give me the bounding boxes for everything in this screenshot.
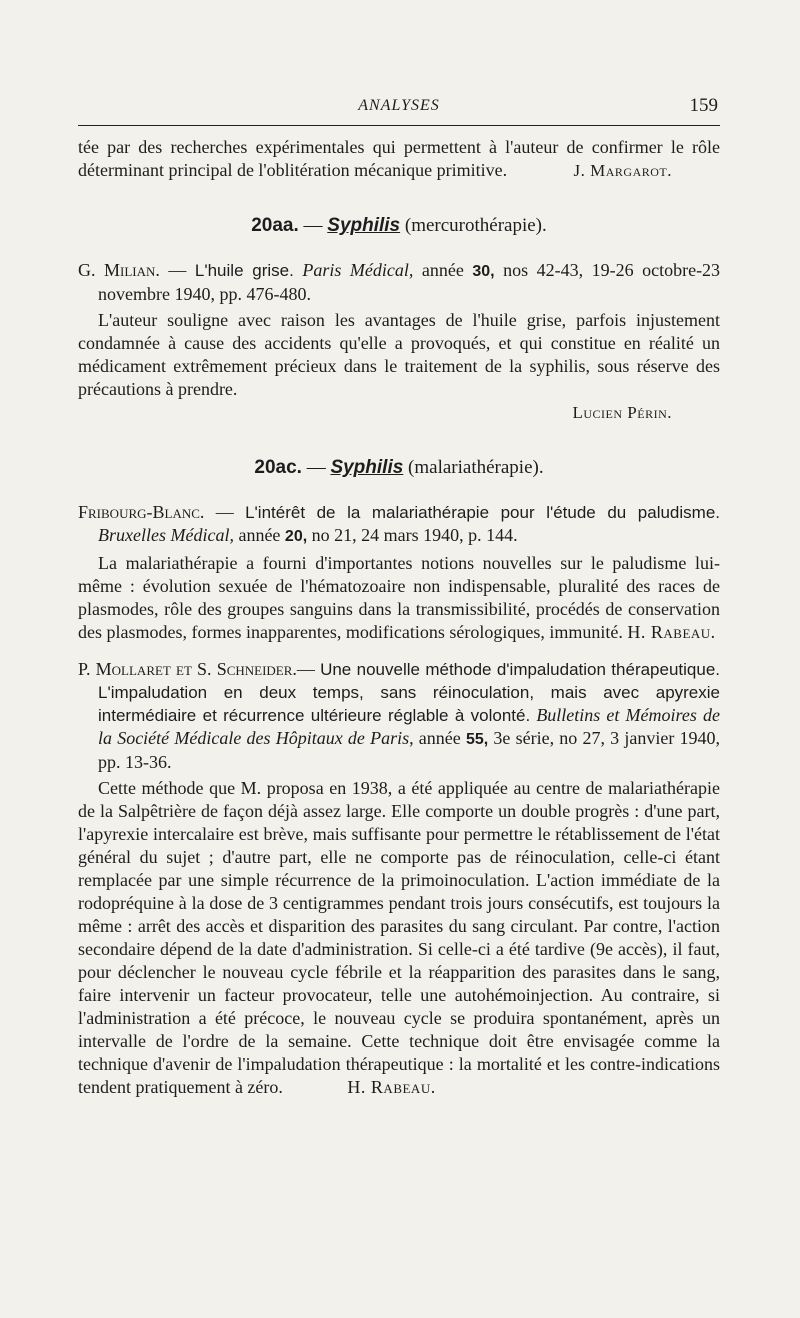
entry-title: Une nouvelle méthode d'impaludation thérapeutique. L'impaludation en deux temps, sans réinoculation, mais avec apyrexie intermédiaire et récurrence ultérieure réglable à volonté. [98, 660, 721, 725]
page-number: 159 [689, 95, 718, 116]
entry-separator: — [296, 659, 321, 679]
header-rule [78, 125, 720, 126]
entry-journal: Bruxelles Médical, [98, 525, 234, 545]
entry-year-number: 20, [284, 528, 308, 545]
entry-signature: H. Rabeau. [347, 1077, 436, 1097]
entry-details: série, no 27, 3 janvier 1940, pp. 13-36. [98, 728, 721, 772]
entry-year-number: 30, [472, 263, 495, 280]
section-dash: — [306, 457, 326, 478]
entry-year-label: année [421, 260, 464, 280]
entry-series-number: 3e [493, 728, 511, 748]
running-title: ANALYSES [358, 97, 440, 114]
entry-year-label: année [238, 525, 281, 545]
document-page [78, 95, 720, 1099]
intro-paragraph: tée par des recherches expérimentales qui permettent à l'auteur de confirmer le rôle déterminant principal de l'oblitération mécanique primitive. [78, 137, 720, 180]
entry-year-number: 55, [465, 731, 489, 748]
entry-details: nos 42-43, 19-26 octobre-23 novembre 1940, pp. 476-480. [98, 260, 721, 304]
entry-author: P. Mollaret et S. Schneider. [78, 659, 297, 679]
section-number: 20aa. [251, 215, 299, 236]
reference-entry [78, 501, 720, 548]
entry-details: no 21, 24 mars 1940, p. 144. [311, 525, 518, 545]
reference-entry [78, 658, 720, 773]
entry-journal: Paris Médical, [302, 260, 414, 280]
entry-summary [78, 777, 720, 1099]
reference-entry [78, 259, 720, 305]
entry-summary-text: Cette méthode que M. proposa en 1938, a été appliquée au centre de malariathérapie de la Salpêtrière de façon déjà assez large. Elle comporte un double progrès : d'une part, l'apyrexie intercalaire est brève, mais suffisante pour permettre le rétablissement de l'état général du sujet ; d'autre part, elle ne comporte pas de réinoculation, celle-ci étant remplacée par une simple récurrence de la primoinoculation. L'action immédiate de la rodopréquine à la dose de 3 centigrammes pendant trois jours consécutifs, est toujours la même : arrêt des accès et disparition des parasites du sang circulant. Par contre, l'action secondaire dépend de la date d'administration. Si celle-ci a été tardive (9e accès), il faut, pour déclencher le nouveau cycle fébrile et la réapparition des parasites dans le sang, faire intervenir un facteur provocateur, telle une autohémoinjection. Au contraire, si l'administration a été précoce, le nouveau cycle se produira spontanément, après un intervalle de l'ordre de la semaine. Cette technique doit être envisagée comme la technique d'avenir de l'impaludation thérapeutique : la mortalité et les contre-indications tendent pratiquement à zéro. [78, 778, 720, 1097]
entry-year-label: année [418, 728, 461, 748]
page-header [78, 95, 720, 121]
entry-gap [78, 644, 720, 658]
section-number: 20ac. [254, 457, 302, 478]
entry-signature: Lucien Périn. [572, 403, 672, 422]
entry-summary-text: La malariathérapie a fourni d'importantes notions nouvelles sur le paludisme lui-même : évolution sexuée de l'hématozoaire non indispensable, pluralité des races de plasmodes, rôle des groupes sanguins dans la transmissibilité, procédés de conservation des plasmodes, formes inapparentes, modifications sérologiques, immunité. [78, 553, 720, 642]
entry-journal: Bulletins et Mémoires de la Société Médicale des Hôpitaux de Paris, [98, 705, 720, 748]
section-subtitle: (malariathérapie). [408, 457, 544, 478]
entry-title: L'intérêt de la malariathérapie pour l'étude du paludisme. [245, 503, 720, 522]
section-subtitle: (mercurothérapie). [404, 215, 547, 236]
section-dash: — [303, 215, 323, 236]
entry-separator: — [204, 502, 246, 522]
entry-author: Fribourg-Blanc. [78, 502, 205, 522]
entry-summary: L'auteur souligne avec raison les avantages de l'huile grise, parfois injustement condamnée à cause des accidents qu'elle a provoqués, et qui constitue en réalité un médicament extrêmement précieux dans le traitement de la syphilis, sous réserve des précautions à prendre. [78, 310, 720, 399]
intro-signature: J. Margarot. [573, 161, 672, 180]
section-heading-20ac [78, 457, 720, 479]
entry-author: G. Milian. [78, 260, 160, 280]
entry-summary [78, 552, 720, 644]
section-heading-20aa [78, 215, 720, 237]
entry-separator: — [159, 260, 195, 280]
entry-signature: H. Rabeau. [627, 622, 716, 642]
entry-title: L'huile grise. [194, 261, 294, 280]
section-topic: Syphilis [330, 457, 404, 478]
section-topic: Syphilis [327, 215, 401, 236]
